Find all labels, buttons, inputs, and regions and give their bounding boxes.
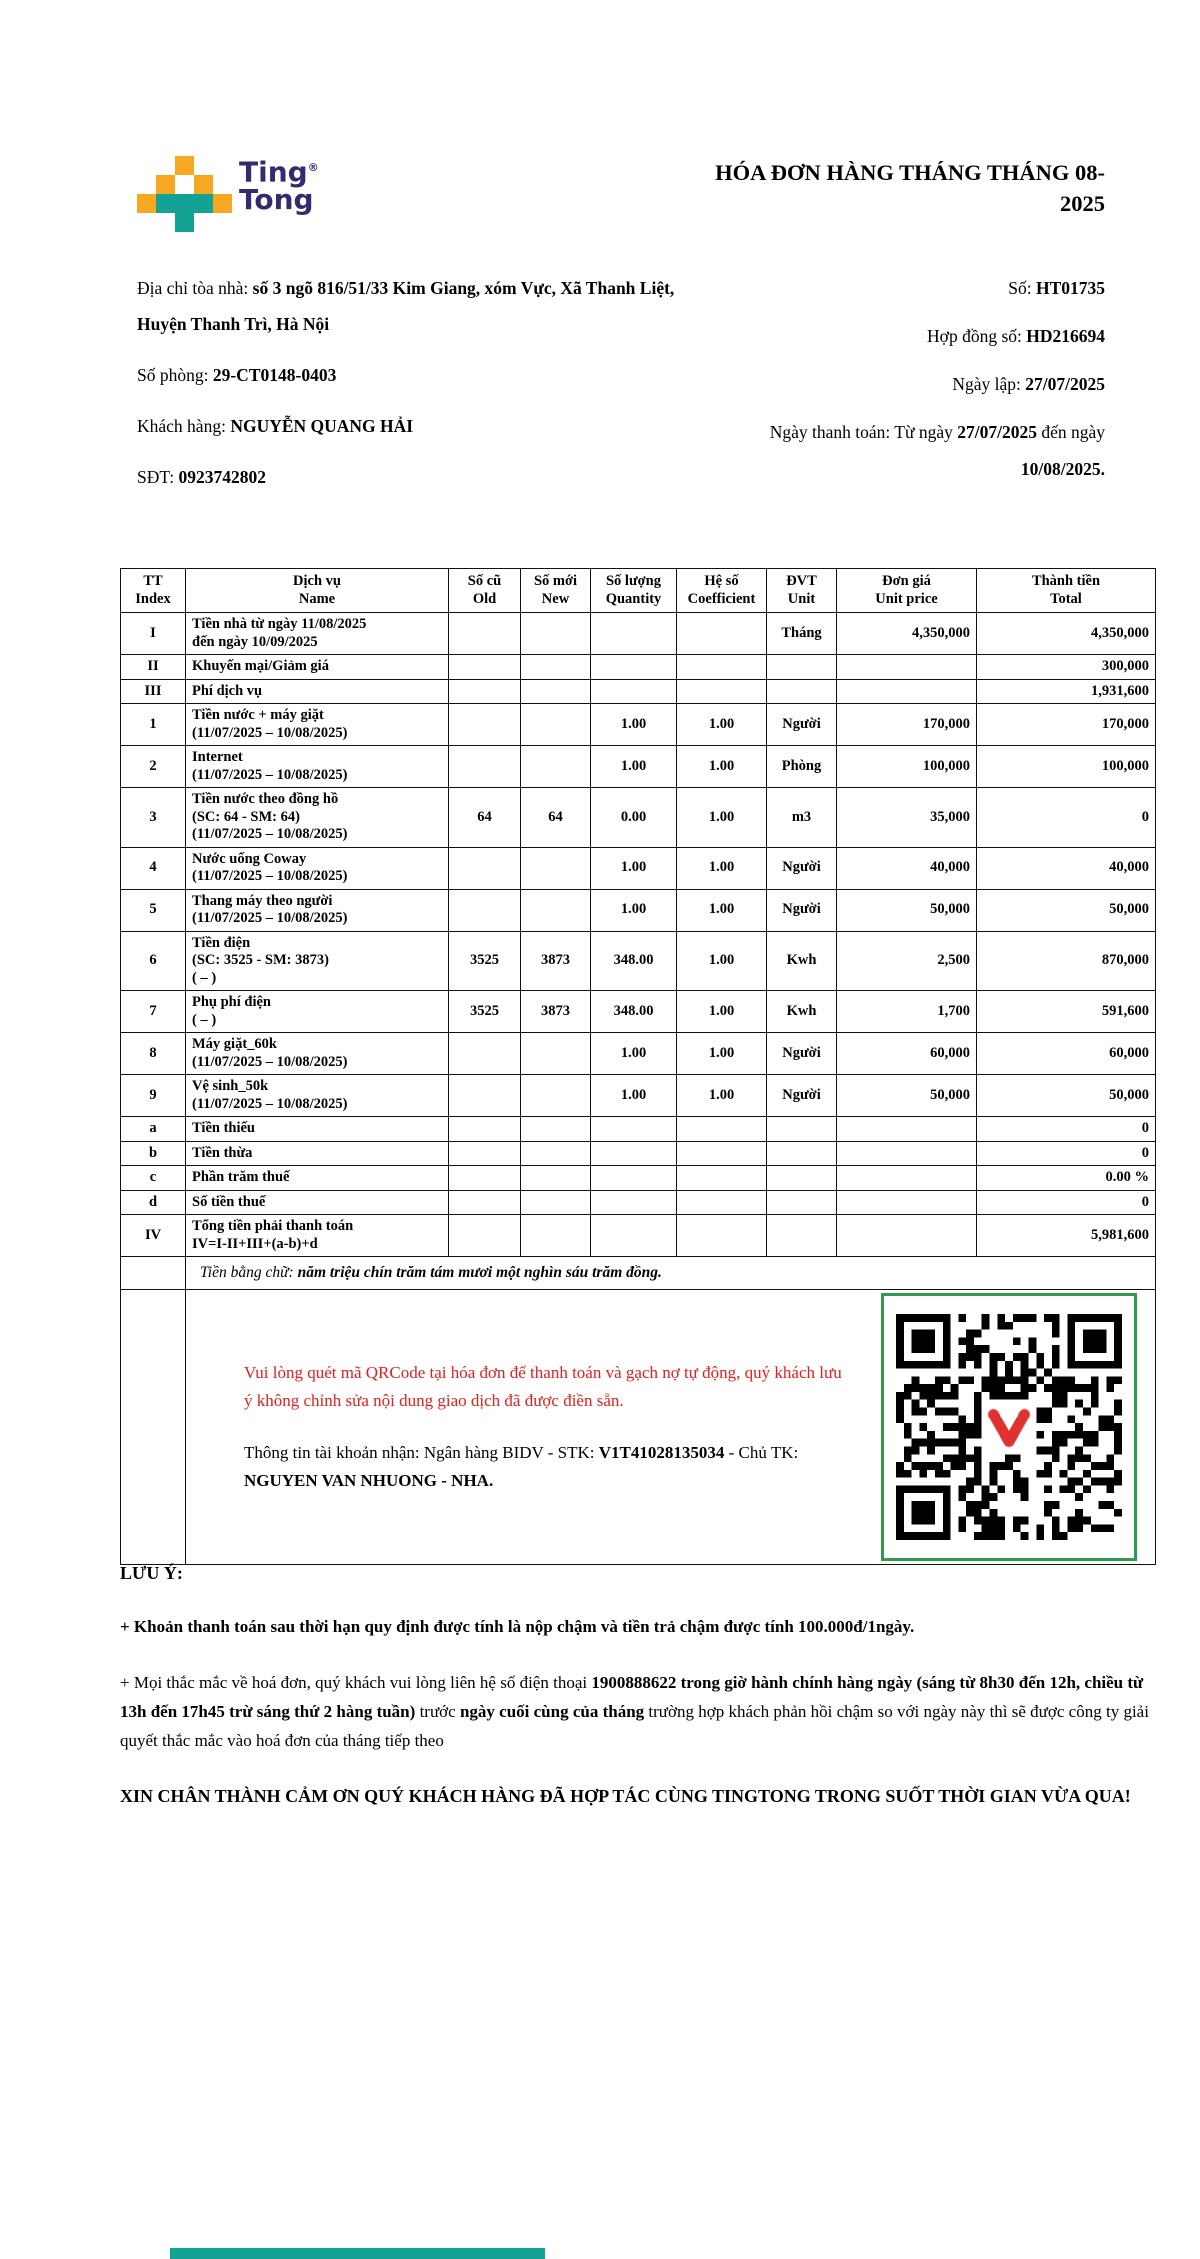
- invoice-table: [120, 568, 1156, 1565]
- registered-mark-icon: ®: [307, 161, 319, 174]
- issue-date-value: 27/07/2025: [1025, 374, 1105, 394]
- title-line1: HÓA ĐƠN HÀNG THÁNG THÁNG 08-: [715, 160, 1105, 185]
- table-row: [121, 1190, 1156, 1215]
- cell-unit: Kwh: [767, 991, 837, 1033]
- cell-unit: Tháng: [767, 613, 837, 655]
- room-number: [137, 357, 682, 393]
- deadline-text: ngày cuối cùng của tháng: [459, 1702, 645, 1721]
- cell-total: 591,600: [977, 991, 1156, 1033]
- cell-quantity: 1.00: [591, 1075, 677, 1117]
- amount-in-words: [186, 1257, 1156, 1290]
- cell-coefficient: 1.00: [677, 889, 767, 931]
- logo-pixel: [175, 213, 194, 232]
- cell-unit-price: [837, 1190, 977, 1215]
- cell-total: 5,981,600: [977, 1215, 1156, 1257]
- column-header: Dịch vụ Name: [186, 569, 449, 613]
- cell-total: 50,000: [977, 889, 1156, 931]
- table-row: [121, 1141, 1156, 1166]
- invoice-number: [695, 270, 1105, 307]
- cell-quantity: 348.00: [591, 991, 677, 1033]
- cell-index: 9: [121, 1075, 186, 1117]
- cell-coefficient: [677, 679, 767, 704]
- cell-service-name: Internet (11/07/2025 – 10/08/2025): [186, 746, 449, 788]
- cell-total: 0: [977, 1190, 1156, 1215]
- cell-total: 870,000: [977, 931, 1156, 991]
- cell-service-name: Khuyến mại/Giảm giá: [186, 655, 449, 680]
- column-header: Số mới New: [521, 569, 591, 613]
- cell-new-reading: [521, 1033, 591, 1075]
- cell-total: 300,000: [977, 655, 1156, 680]
- tingtong-logo-icon: [137, 156, 232, 232]
- cell-service-name: Máy giặt_60k (11/07/2025 – 10/08/2025): [186, 1033, 449, 1075]
- amount-in-words-value: năm triệu chín trăm tám mươi một nghìn sáu trăm đồng.: [297, 1264, 662, 1282]
- cell-old-reading: [449, 1117, 521, 1142]
- cell-index: a: [121, 1117, 186, 1142]
- room-value: 29-CT0148-0403: [212, 365, 337, 385]
- cell-total: 0.00 %: [977, 1166, 1156, 1191]
- table-row: [121, 704, 1156, 746]
- cell-unit-price: 35,000: [837, 788, 977, 848]
- hotline-note-suffix: trường hợp khách phản hồi chậm so với ngày này thì sẽ được công ty giải quyết thắc mắc vào hoá đơn của tháng tiếp theo: [120, 1702, 1149, 1750]
- cell-unit-price: 2,500: [837, 931, 977, 991]
- cell-coefficient: [677, 1117, 767, 1142]
- cell-unit-price: 170,000: [837, 704, 977, 746]
- logo-word-tong: Tong: [239, 183, 314, 217]
- cell-quantity: 1.00: [591, 1033, 677, 1075]
- cell-new-reading: [521, 1166, 591, 1191]
- hotline-note-mid: trước: [415, 1702, 460, 1721]
- cell-coefficient: [677, 655, 767, 680]
- footer-notes: [120, 1563, 1152, 1838]
- phone-label: SĐT:: [137, 467, 179, 487]
- payment-to-date: 10/08/2025.: [1020, 459, 1105, 479]
- table-row: [121, 1033, 1156, 1075]
- contract-number: [695, 318, 1105, 355]
- cell-unit: Người: [767, 847, 837, 889]
- cell-unit: [767, 1166, 837, 1191]
- customer-info: [137, 270, 682, 510]
- cell-new-reading: [521, 679, 591, 704]
- building-address: [137, 270, 682, 342]
- table-row: [121, 613, 1156, 655]
- cell-coefficient: [677, 1215, 767, 1257]
- table-row: [121, 847, 1156, 889]
- cell-unit: Người: [767, 889, 837, 931]
- phone-value: 0923742802: [178, 467, 266, 487]
- column-header: ĐVT Unit: [767, 569, 837, 613]
- cell-old-reading: 3525: [449, 991, 521, 1033]
- cell-old-reading: [449, 679, 521, 704]
- cell-unit: [767, 1190, 837, 1215]
- cell-quantity: 1.00: [591, 889, 677, 931]
- cell-old-reading: [449, 655, 521, 680]
- empty-cell: [121, 1290, 186, 1565]
- cell-unit: Người: [767, 1033, 837, 1075]
- cell-coefficient: 1.00: [677, 847, 767, 889]
- cell-new-reading: [521, 847, 591, 889]
- cell-total: 0: [977, 788, 1156, 848]
- cell-total: 100,000: [977, 746, 1156, 788]
- cell-total: 60,000: [977, 1033, 1156, 1075]
- cell-unit-price: 100,000: [837, 746, 977, 788]
- cell-new-reading: 64: [521, 788, 591, 848]
- cell-unit: [767, 1141, 837, 1166]
- cell-quantity: 1.00: [591, 704, 677, 746]
- cell-index: 2: [121, 746, 186, 788]
- cell-unit-price: 60,000: [837, 1033, 977, 1075]
- cell-service-name: Phần trăm thuế: [186, 1166, 449, 1191]
- qr-payment-row: [121, 1290, 1156, 1565]
- payment-from-date: 27/07/2025: [957, 422, 1037, 442]
- cell-service-name: Nước uống Coway (11/07/2025 – 10/08/2025): [186, 847, 449, 889]
- account-mid: - Chủ TK:: [724, 1443, 799, 1462]
- payment-period-mid: đến ngày: [1036, 422, 1105, 442]
- cell-unit-price: [837, 655, 977, 680]
- amount-in-words-label: Tiền bằng chữ:: [200, 1264, 298, 1282]
- cell-quantity: 1.00: [591, 746, 677, 788]
- cell-coefficient: [677, 1141, 767, 1166]
- logo-wordmark: [239, 154, 319, 217]
- table-row: [121, 655, 1156, 680]
- cell-quantity: [591, 655, 677, 680]
- cell-old-reading: [449, 1166, 521, 1191]
- cell-quantity: [591, 1166, 677, 1191]
- table-row: [121, 889, 1156, 931]
- cell-index: 4: [121, 847, 186, 889]
- cell-total: 0: [977, 1141, 1156, 1166]
- cell-quantity: [591, 1190, 677, 1215]
- cell-old-reading: [449, 1033, 521, 1075]
- cell-unit-price: 1,700: [837, 991, 977, 1033]
- table-row: [121, 788, 1156, 848]
- logo-pixel: [156, 175, 175, 194]
- contract-value: HD216694: [1026, 326, 1105, 346]
- cell-new-reading: [521, 1117, 591, 1142]
- cell-total: 4,350,000: [977, 613, 1156, 655]
- cell-new-reading: [521, 613, 591, 655]
- column-header: TT Index: [121, 569, 186, 613]
- cell-unit-price: 50,000: [837, 1075, 977, 1117]
- cell-coefficient: 1.00: [677, 1033, 767, 1075]
- bank-account-info: [244, 1439, 844, 1495]
- footer-accent-bar: [170, 2248, 545, 2259]
- cell-unit: Phòng: [767, 746, 837, 788]
- cell-new-reading: 3873: [521, 931, 591, 991]
- payment-period-label: Ngày thanh toán: Từ ngày: [769, 422, 958, 442]
- table-row: [121, 1166, 1156, 1191]
- cell-old-reading: [449, 1075, 521, 1117]
- cell-new-reading: [521, 704, 591, 746]
- cell-service-name: Tiền điện (SC: 3525 - SM: 3873) ( – ): [186, 931, 449, 991]
- cell-old-reading: [449, 1190, 521, 1215]
- cell-index: 3: [121, 788, 186, 848]
- cell-old-reading: [449, 1215, 521, 1257]
- cell-old-reading: [449, 746, 521, 788]
- logo-pixel: [156, 194, 213, 213]
- logo-pixel: [194, 175, 213, 194]
- cell-index: 8: [121, 1033, 186, 1075]
- cell-old-reading: [449, 613, 521, 655]
- cell-old-reading: [449, 1141, 521, 1166]
- cell-new-reading: [521, 1075, 591, 1117]
- invoice-info: [137, 270, 1105, 510]
- thank-you-message: XIN CHÂN THÀNH CẢM ƠN QUÝ KHÁCH HÀNG ĐÃ HỢP TÁC CÙNG TINGTONG TRONG SUỐT THỜI GIAN VỪA QUA!: [120, 1786, 1131, 1806]
- cell-quantity: [591, 1141, 677, 1166]
- cell-coefficient: 1.00: [677, 788, 767, 848]
- title-line2: 2025: [1060, 191, 1105, 216]
- cell-coefficient: [677, 1190, 767, 1215]
- cell-new-reading: [521, 655, 591, 680]
- cell-unit-price: [837, 1215, 977, 1257]
- cell-old-reading: [449, 704, 521, 746]
- cell-service-name: Vệ sinh_50k (11/07/2025 – 10/08/2025): [186, 1075, 449, 1117]
- cell-unit: Người: [767, 1075, 837, 1117]
- customer-label: Khách hàng:: [137, 416, 231, 436]
- table-row: [121, 931, 1156, 991]
- document-title: [480, 157, 1105, 219]
- cell-service-name: Phí dịch vụ: [186, 679, 449, 704]
- logo-pixel: [213, 194, 232, 213]
- cell-quantity: [591, 679, 677, 704]
- invoice-number-value: HT01735: [1035, 278, 1105, 298]
- cell-unit: [767, 1215, 837, 1257]
- address-value: số 3 ngõ 816/51/33 Kim Giang, xóm Vực, Xã Thanh Liệt, Huyện Thanh Trì, Hà Nội: [137, 278, 675, 334]
- cell-old-reading: [449, 847, 521, 889]
- tingtong-logo: [137, 152, 467, 242]
- table-row: [121, 991, 1156, 1033]
- logo-pixel: [137, 194, 156, 213]
- table-row: [121, 746, 1156, 788]
- notes-heading: LƯU Ý:: [120, 1563, 183, 1583]
- cell-unit-price: [837, 1166, 977, 1191]
- cell-index: 1: [121, 704, 186, 746]
- cell-new-reading: 3873: [521, 991, 591, 1033]
- cell-total: 1,931,600: [977, 679, 1156, 704]
- cell-service-name: Thang máy theo người (11/07/2025 – 10/08/2025): [186, 889, 449, 931]
- account-number: V1T41028135034: [598, 1443, 725, 1462]
- contract-label: Hợp đồng số:: [927, 326, 1027, 346]
- invoice-meta: [695, 270, 1105, 510]
- cell-new-reading: [521, 1190, 591, 1215]
- issue-date: [695, 366, 1105, 403]
- cell-total: 0: [977, 1117, 1156, 1142]
- invoice-table-body: [121, 613, 1156, 1257]
- column-header: Số lượng Quantity: [591, 569, 677, 613]
- cell-index: III: [121, 679, 186, 704]
- table-row: [121, 1215, 1156, 1257]
- table-row: [121, 1075, 1156, 1117]
- qr-payment-cell: [186, 1290, 1156, 1565]
- customer-name: [137, 408, 682, 444]
- hotline-number: 1900888622 trong giờ hành chính hàng ngày (sáng từ 8h30 đến 12h, chiều từ 13h đến 17h45 trừ sáng thứ 2 hàng tuần): [120, 1673, 1144, 1721]
- cell-service-name: Tiền nhà từ ngày 11/08/2025 đến ngày 10/09/2025: [186, 613, 449, 655]
- hotline-note-prefix: + Mọi thắc mắc về hoá đơn, quý khách vui lòng liên hệ số điện thoại: [120, 1673, 592, 1692]
- column-header: Số cũ Old: [449, 569, 521, 613]
- cell-total: 50,000: [977, 1075, 1156, 1117]
- cell-quantity: [591, 613, 677, 655]
- qr-code-frame: [881, 1293, 1137, 1561]
- amount-in-words-row: [121, 1257, 1156, 1290]
- cell-service-name: Tiền thừa: [186, 1141, 449, 1166]
- cell-new-reading: [521, 746, 591, 788]
- cell-quantity: 0.00: [591, 788, 677, 848]
- cell-index: I: [121, 613, 186, 655]
- hotline-note: [120, 1668, 1152, 1755]
- cell-coefficient: [677, 1166, 767, 1191]
- cell-index: 7: [121, 991, 186, 1033]
- cell-unit: [767, 1117, 837, 1142]
- cell-unit-price: [837, 1117, 977, 1142]
- column-header: Hệ số Coefficient: [677, 569, 767, 613]
- table-row: [121, 679, 1156, 704]
- cell-index: II: [121, 655, 186, 680]
- cell-new-reading: [521, 1215, 591, 1257]
- cell-service-name: Tiền nước theo đồng hồ (SC: 64 - SM: 64) (11/07/2025 – 10/08/2025): [186, 788, 449, 848]
- issue-date-label: Ngày lập:: [952, 374, 1026, 394]
- invoice-table-header-row: [121, 569, 1156, 613]
- cell-old-reading: [449, 889, 521, 931]
- cell-unit: Người: [767, 704, 837, 746]
- customer-phone: [137, 459, 682, 495]
- cell-total: 40,000: [977, 847, 1156, 889]
- column-header: Thành tiền Total: [977, 569, 1156, 613]
- cell-new-reading: [521, 889, 591, 931]
- cell-coefficient: 1.00: [677, 746, 767, 788]
- late-payment-note: + Khoản thanh toán sau thời hạn quy định được tính là nộp chậm và tiền trả chậm được tính 100.000đ/1ngày.: [120, 1617, 915, 1636]
- cell-service-name: Tổng tiền phải thanh toán IV=I-II+III+(a-b)+d: [186, 1215, 449, 1257]
- cell-coefficient: 1.00: [677, 931, 767, 991]
- account-prefix: Thông tin tài khoản nhận: Ngân hàng BIDV - STK:: [244, 1443, 599, 1462]
- cell-service-name: Tiền thiếu: [186, 1117, 449, 1142]
- customer-value: NGUYỄN QUANG HẢI: [230, 416, 414, 436]
- invoice-number-label: Số:: [1008, 278, 1036, 298]
- cell-unit: m3: [767, 788, 837, 848]
- logo-word-ting: Ting: [239, 155, 308, 189]
- cell-unit-price: 4,350,000: [837, 613, 977, 655]
- cell-old-reading: 64: [449, 788, 521, 848]
- cell-coefficient: [677, 613, 767, 655]
- cell-unit: Kwh: [767, 931, 837, 991]
- payment-period: [695, 414, 1105, 488]
- column-header: Đơn giá Unit price: [837, 569, 977, 613]
- cell-quantity: 348.00: [591, 931, 677, 991]
- cell-unit: [767, 655, 837, 680]
- cell-index: c: [121, 1166, 186, 1191]
- address-label: Địa chỉ tòa nhà:: [137, 278, 253, 298]
- cell-service-name: Phụ phí điện ( – ): [186, 991, 449, 1033]
- cell-coefficient: 1.00: [677, 704, 767, 746]
- payment-instructions: [244, 1359, 844, 1495]
- cell-quantity: 1.00: [591, 847, 677, 889]
- cell-total: 170,000: [977, 704, 1156, 746]
- cell-old-reading: 3525: [449, 931, 521, 991]
- qr-code: [896, 1314, 1122, 1540]
- cell-index: d: [121, 1190, 186, 1215]
- cell-index: 6: [121, 931, 186, 991]
- cell-unit-price: [837, 1141, 977, 1166]
- room-label: Số phòng:: [137, 365, 213, 385]
- cell-quantity: [591, 1215, 677, 1257]
- logo-pixel: [175, 156, 194, 175]
- qr-notice: Vui lòng quét mã QRCode tại hóa đơn để thanh toán và gạch nợ tự động, quý khách lưu ý không chỉnh sửa nội dung giao dịch đã được điền sẵn.: [244, 1363, 842, 1410]
- cell-unit: [767, 679, 837, 704]
- cell-new-reading: [521, 1141, 591, 1166]
- cell-index: IV: [121, 1215, 186, 1257]
- cell-service-name: Tiền nước + máy giặt (11/07/2025 – 10/08/2025): [186, 704, 449, 746]
- cell-coefficient: 1.00: [677, 991, 767, 1033]
- table-row: [121, 1117, 1156, 1142]
- cell-unit-price: 50,000: [837, 889, 977, 931]
- cell-unit-price: [837, 679, 977, 704]
- cell-quantity: [591, 1117, 677, 1142]
- cell-index: b: [121, 1141, 186, 1166]
- cell-index: 5: [121, 889, 186, 931]
- cell-unit-price: 40,000: [837, 847, 977, 889]
- cell-coefficient: 1.00: [677, 1075, 767, 1117]
- cell-service-name: Số tiền thuế: [186, 1190, 449, 1215]
- account-holder: NGUYEN VAN NHUONG - NHA.: [244, 1471, 494, 1490]
- empty-cell: [121, 1257, 186, 1290]
